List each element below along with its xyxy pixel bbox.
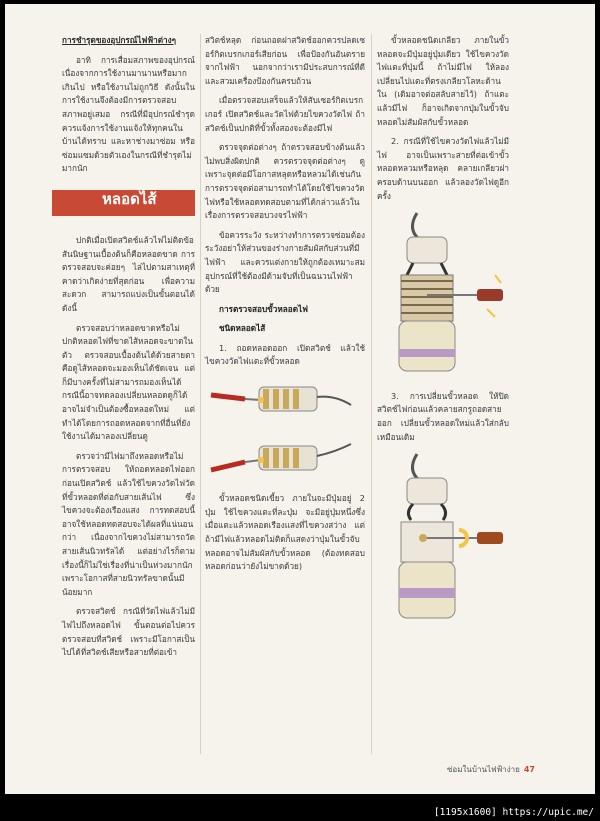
banner-title: หลอดไส้: [102, 189, 157, 208]
socket-illustration: [377, 209, 509, 379]
section-banner: [62, 190, 195, 216]
paragraph: ขั้วหลอดชนิดเกลียว ภายในขั้วหลอดจะมีปุ่มอยู่ปุ่มเดียว ใช้ไขควงวัดไฟแตะที่ปุ่มนี้ ถ้าไม่มีไฟ ให้ลองเปลี่ยนไปแตะที่ตรงเกลียวโลหะด้านใน (เดิมอาจต่อสลับสายไว้) ถ้าแตะแล้วมีไฟ ก็อาจเกิดจากปุ่มในขั้วจับหลอดไม่สัมผัสกับขั้วหลอด: [377, 35, 509, 127]
figure-socket-replacement: [377, 450, 509, 635]
paragraph: ปกติเมื่อเปิดสวิตช์แล้วไฟไม่ติดข้อสันนิษฐานเบื้องต้นก็คือหลอดขาด การตรวจสอบจะค่อยๆ ไล่ไปตามสาเหตุที่คาดว่าเกิดง่ายที่สุดก่อน เพื่อความสะดวก สามารถแบ่งเป็นขั้นตอนได้ดังนี้: [62, 234, 195, 313]
page-number: 47: [523, 765, 535, 774]
paragraph: ขั้วหลอดชนิดเขี้ยว ภายในจะมีปุ่มอยู่ 2 ปุ่ม ใช้ไขควงแตะที่ละปุ่ม จะมีอยู่ปุ่มหนึ่งซึ่งเมื่อแตะแล้วหลอดเรืองแสงที่ไขควงสว่าง แต่ถ้ามีไฟแล้วหลอดไม่ติดก็แสดงว่าปุ่มในขั้วจับหลอดอาจไม่สัมผัสกับขั้วหลอด (ต้องทดสอบหลอดก่อนว่ายังไม่ขาดด้วย): [205, 493, 365, 572]
column-divider: [200, 34, 201, 754]
footer-title: ซ่อมในบ้านไฟฟ้าง่าย: [447, 765, 520, 774]
paragraph: เมื่อตรวจสอบเสร็จแล้วให้สับเซอร์กิตเบรกเกอร์ เปิดสวิตช์และวัดไฟด้วยไขควงวัดไฟ ถ้าสวิตช์เป็นปกติที่ขั้วทั้งสองจะต้องมีไฟ: [205, 95, 365, 133]
column-divider: [371, 34, 372, 754]
magazine-page: [5, 4, 595, 794]
column-2: [205, 34, 365, 580]
socket-illustration: [205, 375, 355, 423]
paragraph: ตรวจว่ามีไฟมาถึงหลอดหรือไม่ การตรวจสอบ ให้ถอดหลอดไฟออกก่อนเปิดสวิตช์ แล้วใช้ไขควงวัดไฟวัดที่ขั้วหลอดที่ต่อกับสายเส้นไฟ ซึ่งไขควงจะต้องเรืองแสง การทดสอบนี้อาจใช้หลอดทดสอบจะได้ผลที่แน่นอนกว่า เนื่องจากไขควงไม่สามารถวัดสายเส้นนิวทรัลได้ แต่อย่างไรก็ตาม เรื่องนี้ก็ไม่ใช่เรื่องที่น่าเป็นห่วงมากนัก เพราะโอกาสที่สายนิวทรัลขาดนั้นมีน้อยมาก: [62, 450, 195, 597]
section-heading: การชำรุดของอุปกรณ์ไฟฟ้าต่างๆ: [62, 35, 177, 45]
paragraph: ตรวจสวิตช์ กรณีที่วัดไฟแล้วไม่มีไฟไปถึงหลอดไฟ ขั้นตอนต่อไปควรตรวจสอบที่สวิตช์ เพราะมีโอกาสเป็นไปได้ที่สวิตช์เสียหรือสายที่ต่อเข้า: [62, 606, 195, 658]
column-1: [62, 34, 195, 666]
socket-illustration: [377, 450, 509, 630]
paragraph: 3. การเปลี่ยนขั้วหลอด ให้ปิดสวิตช์ไฟก่อนแล้วคลายสกรูถอดสายออก เปลี่ยนขั้วหลอดใหม่แล้วใส่กลับเหมือนเดิม: [377, 390, 509, 442]
figure-bayonet-socket-tester-2: [205, 434, 365, 487]
subheading: ชนิดหลอดไส้: [219, 323, 266, 334]
paragraph: ตรวจสอบว่าหลอดขาดหรือไม่ ปกติหลอดไฟที่ขาดไส้หลอดจะขาดในตัว ตรวจสอบเบื้องต้นได้ด้วยสายตา คือดูไส้หลอดจะมองเห็นได้ชัดเจน แต่ก็มีบางครั้งที่ไม่สามารถมองเห็นได้ กรณีนี้อาจทดลองเปลี่ยนหลอดดูก็ได้ อาจไม่จำเป็นต้องซื้อหลอดใหม่ แต่ทำได้โดยการถอดหลอดจากที่อื่นที่ยังใช้งานได้มาลองเปลี่ยนดู: [62, 322, 195, 442]
paragraph: สวิตช์หลุด ก่อนถอดฝาสวิตช์ออกควรปลดเซอร์กิตเบรกเกอร์เสียก่อน เพื่อป้องกันอันตรายจากไฟฟ้า นอกจากว่าเรามีประสบการณ์ที่ดีและสวมเครื่องป้องกันครบถ้วน: [205, 35, 365, 86]
subheading: การตรวจสอบขั้วหลอดไฟ: [219, 303, 308, 314]
image-watermark: [1195x1600] https://upic.me/: [430, 806, 598, 819]
socket-illustration: [205, 434, 355, 482]
figure-screw-socket-tester: [377, 209, 509, 384]
column-3: [377, 34, 509, 641]
paragraph: 2. กรณีที่ใช้ไขควงวัดไฟแล้วไม่มีไฟ อาจเป็นเพราะสายที่ต่อเข้าขั้วหลอดหลวมหรือหลุด คลายเกลียวฝาครอบด้านบนออก แล้วลองวัดไฟดูอีกครั้ง: [377, 136, 509, 201]
paragraph: อาทิ การเสื่อมสภาพของอุปกรณ์ เนื่องจากการใช้งานมานานหรือมากเกินไป หรือใช้งานไม่ถูกวิธี ดังนั้นในการใช้งานจึงต้องมีการตรวจสอบสภาพอยู่เสมอ กรณีที่มีอุปกรณ์ชำรุดควรแจ้งการใช้งานแจ้งให้ทุกคนในบ้านได้ทราบ และหาช่างมาซ่อม หรือซ่อมแซมด้วยตัวเองในกรณีที่ชำรุดไม่มากนัก: [62, 54, 195, 174]
paragraph: ข้อควรระวัง ระหว่างทำการตรวจซ่อมต้องระวังอย่าให้ส่วนของร่างกายสัมผัสกับส่วนที่มีไฟฟ้า และควรแต่งกายให้ถูกต้องเหมาะสม อุปกรณ์ที่ใช้ต้องมีด้ามจับที่เป็นฉนวนไฟฟ้าด้วย: [205, 229, 365, 295]
paragraph: 1. ถอดหลอดออก เปิดสวิตช์ แล้วใช้ไขควงวัดไฟแตะที่ขั้วหลอด: [205, 342, 365, 367]
paragraph: ตรวจจุดต่อต่างๆ ถ้าตรวจสอบข้างต้นแล้วไม่พบสิ่งผิดปกติ ควรตรวจจุดต่อต่างๆ ดู เพราะจุดต่อมีโอกาสหลุดหรือหลวมได้เช่นกัน การตรวจจุดต่อสามารถทำได้โดยใช้ไขควงวัดไฟหรือใช้หลอดทดสอบตามที่ได้กล่าวแล้วในเรื่องการตรวจสอบวงจรไฟฟ้า: [205, 142, 365, 221]
page-footer: [447, 763, 535, 776]
figure-bayonet-socket-tester-1: [205, 375, 365, 428]
